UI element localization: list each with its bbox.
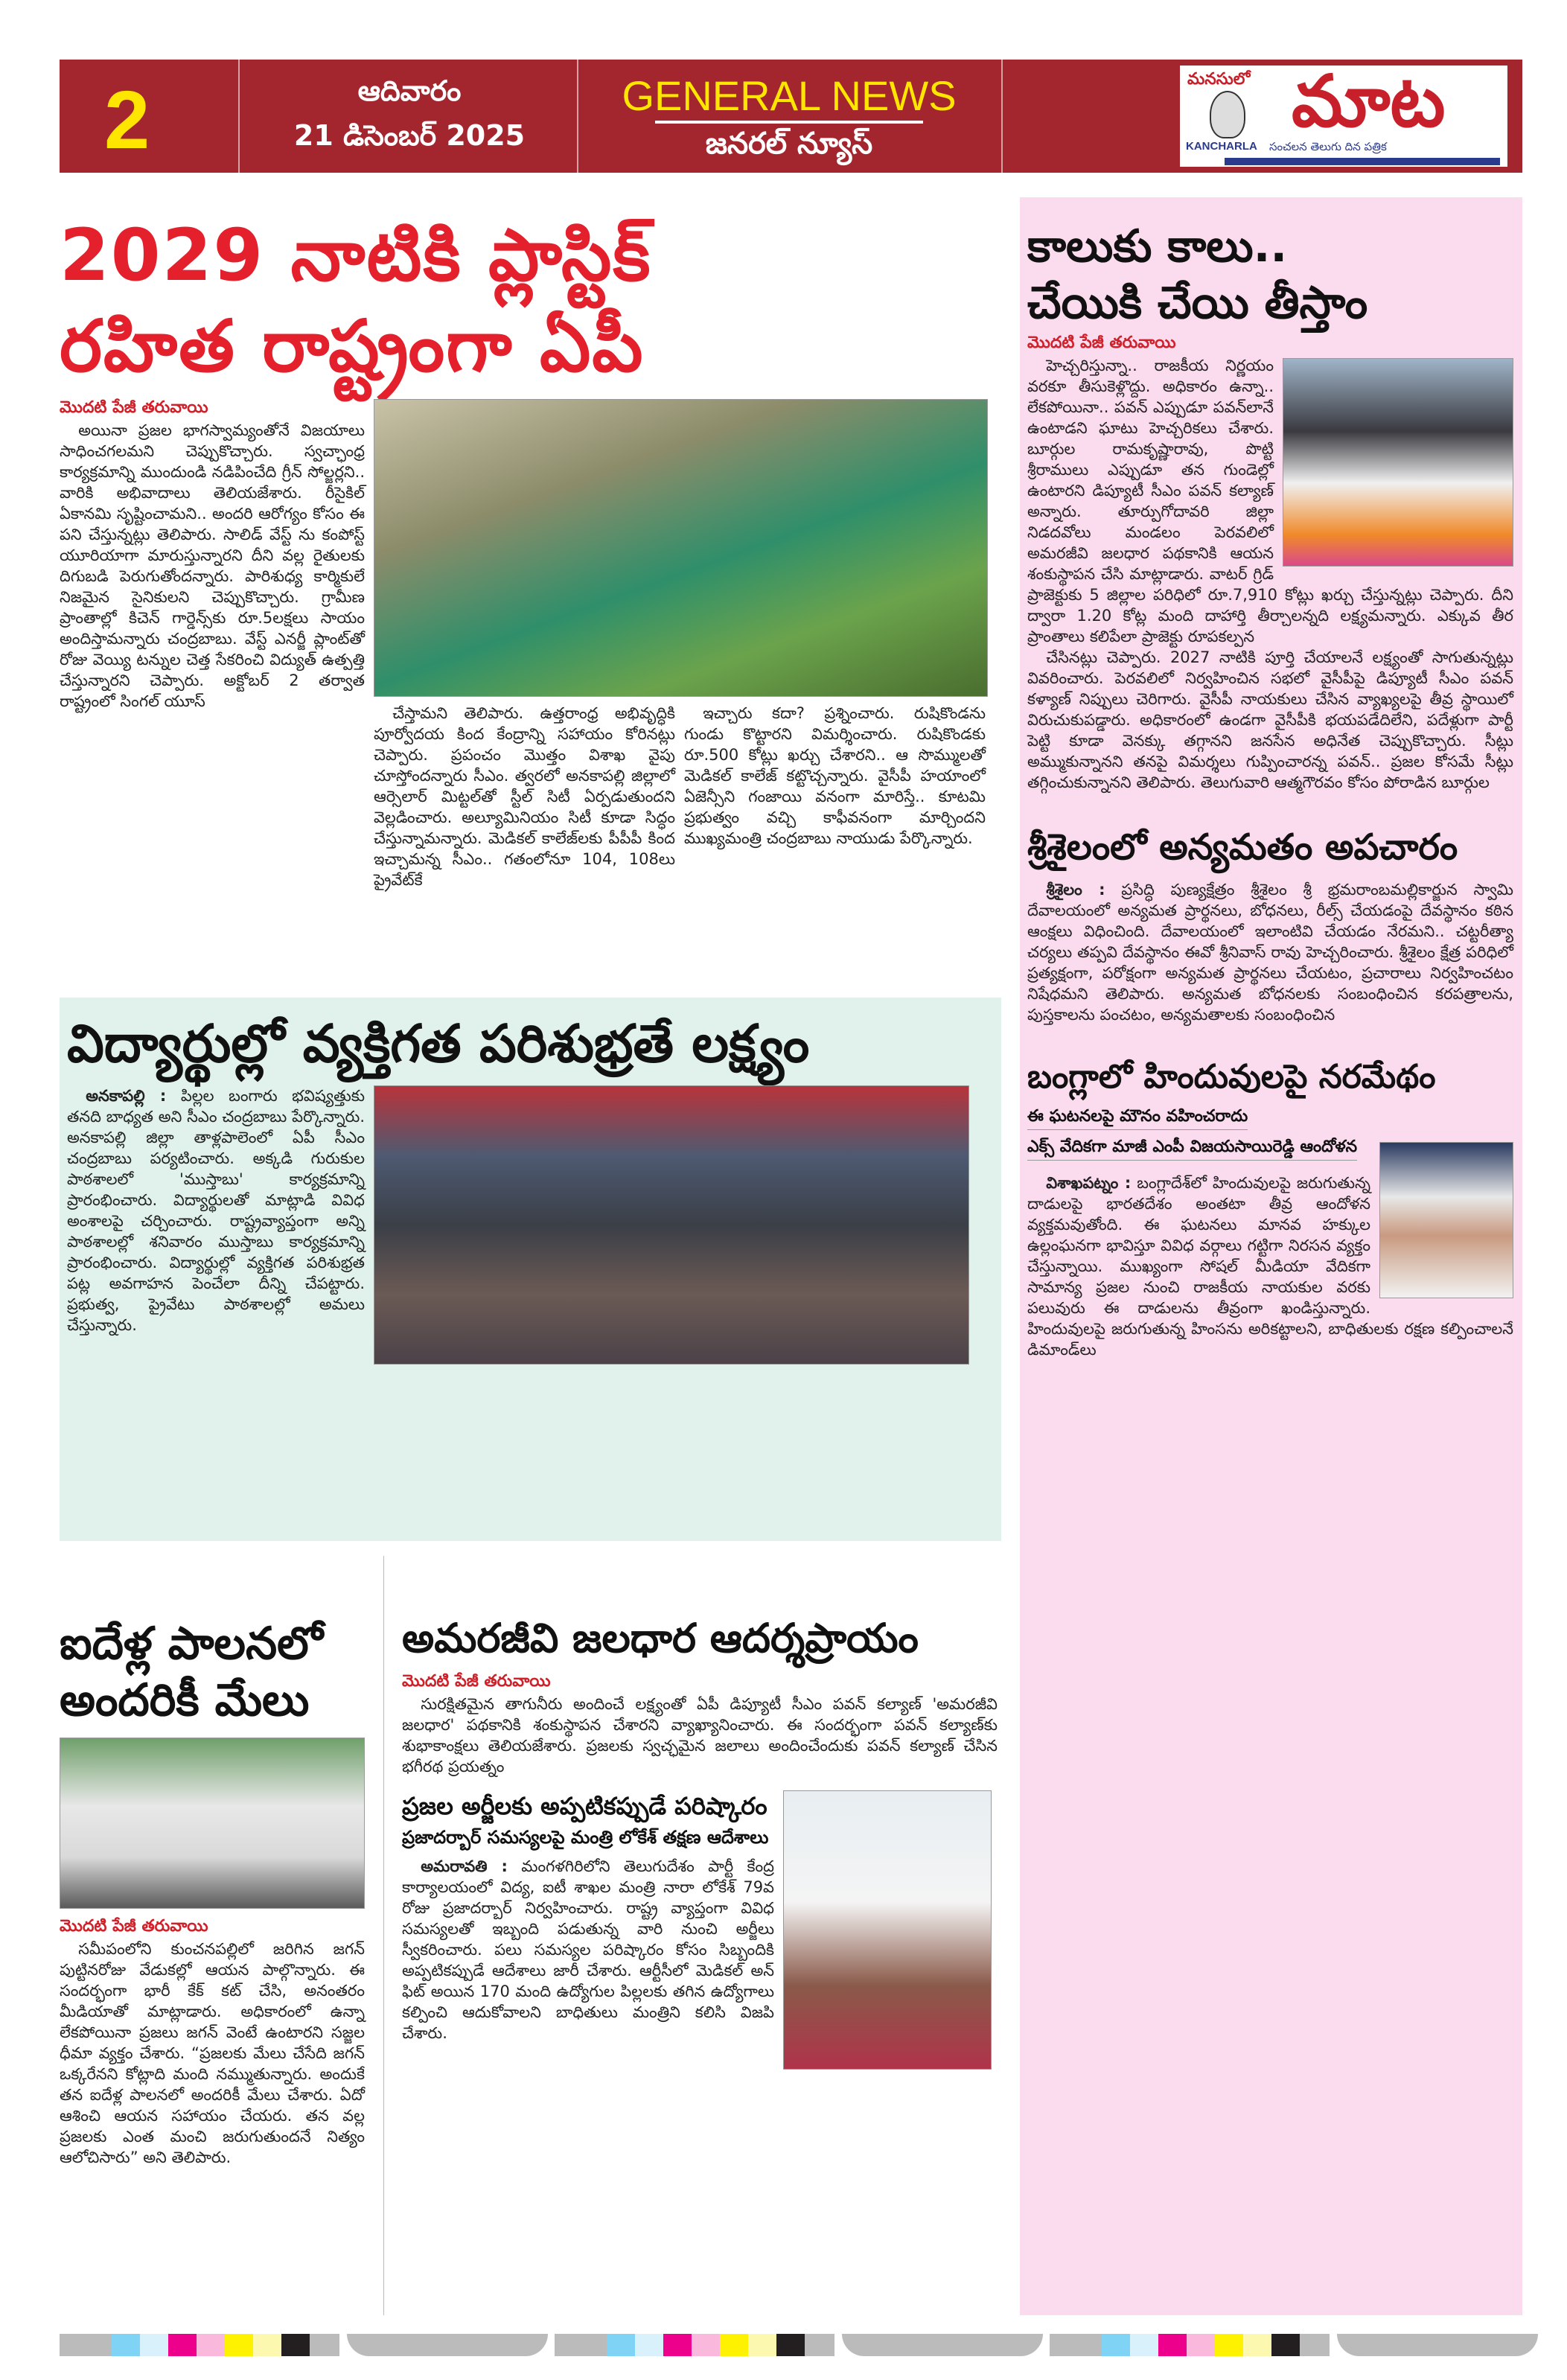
jagan-story xyxy=(60,1615,365,2168)
lead-col1 xyxy=(60,420,365,712)
lokesh-headline: ప్రజల అర్జీలకు అప్పటికప్పుడే పరిష్కారం xyxy=(402,1792,767,1820)
color-swatch xyxy=(1300,2334,1330,2356)
srisailam-headline: శ్రీశైలంలో అన్యమతం అపచారం xyxy=(1027,826,1458,868)
pawan-kalyan-photo xyxy=(1283,358,1513,567)
color-swatch xyxy=(60,2334,112,2356)
issue-date: 21 డిసెంబర్ 2025 xyxy=(293,119,526,152)
students-body xyxy=(67,1085,365,1336)
logo-bar xyxy=(1225,158,1500,165)
jaladhara-byline: మొదటి పేజీ తరువాయి xyxy=(402,1672,551,1691)
lead-col3 xyxy=(684,703,986,849)
header-divider xyxy=(1001,60,1003,173)
paragraph: ప్రసిద్ధి పుణ్యక్షేత్రం శ్రీశైలం శ్రీ భ్రమరాంబమల్లికార్జున స్వామి దేవాలయంలో అన్యమత ప్రార్థనలు, బోధనలు, రీల్స్ చేయడంపై దేవస్థానం కఠిన ఆంక్షలు విధించింది. దేవాలయంలో ఇలాంటివి చేయడం నేరమని.. చట్టరీత్యా చర్యలు తప్పవి దేవస్థానం ఈవో శ్రీనివాస్ రావు హెచ్చరించారు. శ్రీశైలం క్షేత్ర పరిధిలో ప్రత్యక్షంగా, పరోక్షంగా అన్యమత ప్రార్థనలు చేయటం, ప్రచారాలు నిర్వహించటం నిషేధమని తెలిపారు. అన్యమత బోధనలకు సంబంధించిన కరపత్రాలను, పుస్తకాలను పంచటం, అన్యమతాలకు సంబంధించిన xyxy=(1027,881,1513,1024)
paragraph: పిల్లల బంగారు భవిష్యత్తుకు తనది బాధ్యత అని సీఎం చంద్రబాబు పేర్కొన్నారు. అనకాపల్లి జిల్లా తాళ్లపాలెంలో ఏపీ సీఎం చంద్రబాబు పర్యటించారు. అక్కడి గురుకుల పాఠశాలలో 'ముస్తాబు' కార్యక్రమాన్ని ప్రారంభించారు. విద్యార్థులతో మాట్లాడి వివిధ అంశాలపై చర్చించారు. రాష్ట్రవ్యాప్తంగా అన్ని పాఠశాలల్లో శనివారం ముస్తాబు కార్యక్రమాన్ని ప్రారంభించారు. విద్యార్థుల్లో వ్యక్తిగత పరిశుభ్రత పట్ల అవగాహన పెంచేలా దీన్ని చేపట్టారు. ప్రభుత్వ, ప్రైవేటు పాఠశాలల్లో అమలు చేస్తున్నారు. xyxy=(67,1087,365,1334)
srisailam-body xyxy=(1027,879,1513,1025)
pawan-body-bottom xyxy=(1027,647,1513,793)
jaladhara-headline: అమరజీవి జలధార ఆదర్శప్రాయం xyxy=(402,1615,919,1662)
color-swatch xyxy=(720,2334,748,2356)
color-swatch xyxy=(805,2334,834,2356)
paragraph: చేసినట్లు చెప్పారు. 2027 నాటికి పూర్తి చేయాలనే లక్ష్యంతో సాగుతున్నట్లు వివరించారు. పెరవలిలో నిర్వహించిన సభలో వైసీపీపై డిప్యూటీ సీఎం పవన్ కళ్యాణ్ నిప్పులు చెరిగారు. వైసీపీ నాయకులు చేసిన వ్యాఖ్యలపై తీవ్ర స్థాయిలో విరుచుకుపడ్డారు. అధికారంలో ఉండగా వైసీపీకి భయపడేదిలేని, పదేళ్లుగా పార్టీ పెట్టి కూడా వెనక్కు తగ్గానని జనసేన అధినేత చెప్పుకొచ్చారు. సీట్లు అమ్ముకున్నానని తనపై విమర్శలు గుప్పించారన్న పవన్.. ప్రజల కోసమే సీట్లు తగ్గించుకున్నానని తెలిపారు. తెలుగువారి ఆత్మగౌరవం కోసం పోరాడిన బూర్గుల xyxy=(1027,648,1513,791)
color-swatch xyxy=(310,2334,339,2356)
pawan-byline: మొదటి పేజీ తరువాయి xyxy=(1027,334,1176,352)
color-swatch xyxy=(197,2334,225,2356)
pawan-headline-line1: కాలుకు కాలు.. xyxy=(1027,220,1288,272)
color-swatch xyxy=(555,2334,607,2356)
issue-day: ఆదివారం xyxy=(357,74,462,107)
color-swatch xyxy=(692,2334,720,2356)
paragraph: సురక్షితమైన తాగునీరు అందించే లక్ష్యంతో ఏపీ డిప్యూటీ సీఎం పవన్ కల్యాణ్ 'అమరజీవి జలధార' పథకానికి శంకుస్థాపన చేశారని వ్యాఖ్యానించారు. ఈ సందర్భంగా పవన్ కల్యాణ్‌కు శుభాకాంక్షలు తెలియజేశారు. ప్రజలకు స్వచ్ఛమైన జలాలు అందించేందుకు పవన్ కల్యాణ్ చేసిన భగీరథ ప్రయత్నం xyxy=(402,1695,998,1776)
paragraph: చేస్తామని తెలిపారు. ఉత్తరాంధ్ర అభివృద్ధికి పూర్వోదయ కింద కేంద్రాన్ని సహాయం కోరినట్లు చెప్పారు. ప్రపంచం మొత్తం విశాఖ వైపు చూస్తోందన్నారు సీఎం. త్వరలో అనకాపల్లి జిల్లాలో ఆర్సెలార్ మిట్టల్‌తో స్టీల్ సిటీ ఏర్పడుతుందని వెల్లడించారు. అల్యూమినియం సిటీ కూడా సిద్ధం చేస్తున్నామన్నారు. మెడికల్ కాలేజ్‌లకు పీపీపీ కింద ఇచ్చామన్న సీఎం.. గతంలోనూ 104, 108లు ప్రైవేట్‌కే xyxy=(374,704,675,889)
color-swatch xyxy=(281,2334,310,2356)
color-swatch xyxy=(225,2334,253,2356)
color-swatch xyxy=(1158,2334,1187,2356)
column-rule xyxy=(383,1556,384,2315)
logo-name: మాట xyxy=(1292,60,1446,143)
newspaper-logo xyxy=(1180,60,1507,167)
jagan-headline xyxy=(60,1615,365,1729)
color-swatch xyxy=(1130,2334,1158,2356)
jagan-body xyxy=(60,1939,365,2168)
section-title-te: జనరల్ న్యూస్ xyxy=(705,127,873,161)
color-swatch xyxy=(1271,2334,1300,2356)
logo-prefix: మనసులో xyxy=(1187,70,1251,89)
jaladhara-body xyxy=(402,1694,998,1777)
color-swatch xyxy=(1050,2334,1102,2356)
bangla-headline: బంగ్లాలో హిందువులపై నరమేథం xyxy=(1027,1058,1436,1096)
birthday-event-photo xyxy=(60,1738,365,1909)
minister-meeting-citizens-photo xyxy=(783,1790,992,2070)
color-swatch xyxy=(112,2334,140,2356)
header-divider xyxy=(577,60,578,173)
jagan-headline-line2: అందరికీ మేలు xyxy=(60,1674,310,1726)
pawan-headline xyxy=(1027,218,1513,331)
logo-tagline: సంచలన తెలుగు దిన పత్రిక xyxy=(1269,140,1387,153)
color-swatch xyxy=(253,2334,281,2356)
lead-headline xyxy=(60,210,1001,392)
founder-portrait-icon xyxy=(1210,91,1245,138)
paragraph: మంగళగిరిలోని తెలుగుదేశం పార్టీ కేంద్ర కార్యాలయంలో విద్య, ఐటీ శాఖల మంత్రి నారా లోకేశ్ 79వ రోజు ప్రజాదర్బార్ నిర్వహించారు. రాష్ట్ర వ్యాప్తంగా వివిధ సమస్యలతో ఇబ్బంది పడుతున్న వారి నుంచి అర్జీలు స్వీకరించారు. పలు సమస్యల పరిష్కారం కోసం సిబ్బందికి అప్పటికప్పుడే ఆదేశాలు జారీ చేశారు. ఆర్టీసీలో మెడికల్ అన్ ఫిట్ అయిన 170 మంది ఉద్యోగుల పిల్లలకు తగిన ఉద్యోగాలు కల్పించి ఆదుకోవాలని బాధితులు మంత్రిని కలిసి విజపి చేశారు. xyxy=(402,1857,774,2042)
color-swatch xyxy=(663,2334,692,2356)
right-column-box xyxy=(1020,197,1522,2315)
masthead-band xyxy=(60,60,1522,173)
dateline: శ్రీశైలం : xyxy=(1046,881,1105,899)
paragraph: బంగ్లాదేశ్‌లో హిందువులపై జరుగుతున్న దాడులపై భారతదేశం అంతటా తీవ్ర ఆందోళన వ్యక్తమవుతోంది. ఈ ఘటనలు మానవ హక్కుల ఉల్లంఘనగా భావిస్తూ వివిధ వర్గాలు గట్టిగా నిరసన వ్యక్తం చేస్తున్నాయి. ముఖ్యంగా సోషల్ మీడియా వేదికగా సామాన్య ప్రజల నుంచి రాజకీయ నాయకుల వరకు పలువురు ఈ దాడులను తీవ్రంగా ఖండిస్తున్నారు. హిందువులపై జరుగుతున్న హింసను అరికట్టాలని, బాధితులకు రక్షణ కల్పించాలనే డిమాండ్‌లు xyxy=(1027,1174,1513,1359)
color-swatch xyxy=(776,2334,805,2356)
color-swatch xyxy=(607,2334,635,2356)
lead-col2 xyxy=(374,703,675,890)
dateline: అనకాపల్లి : xyxy=(86,1087,167,1105)
middle-stories xyxy=(402,1612,998,2070)
color-swatch xyxy=(1215,2334,1243,2356)
jagan-byline: మొదటి పేజీ తరువాయి xyxy=(60,1917,208,1936)
section-title-en: GENERAL NEWS xyxy=(622,72,957,119)
students-gathering-photo xyxy=(374,1085,969,1365)
color-swatch xyxy=(1102,2334,1130,2356)
paragraph: అయినా ప్రజల భాగస్వామ్యంతోనే విజయాలు సాధించగలమని చెప్పుకొచ్చారు. స్వచ్ఛాంధ్ర కార్యక్రమాన్ని ముందుండి నడిపించేది గ్రీన్ సోల్జర్లని.. వారికి అభివాదాలు తెలియజేశారు. రీసైకిల్ ఏకానమి సృష్టించామని.. అందరి ఆరోగ్యం కోసం ఈ పని చేస్తున్నట్లు తెలిపారు. సాలిడ్ వేస్ట్ ను కంపోస్ట్ యూరియాగా మారుస్తున్నారని దీని వల్ల రైతులకు దిగుబడి పెరుగుతోందన్నారు. పారిశుధ్య కార్మికులే నిజమైన సైనికులని చెప్పుకొచ్చారు. గ్రామీణ ప్రాంతాల్లో కిచెన్ గార్డెన్స్‌కు రూ.5లక్షలు సాయం అందిస్తామన్నారు చంద్రబాబు. వేస్ట్ ఎనర్జీ ప్లాంట్‌తో రోజు వెయ్యి టన్నుల చెత్త సేకరించి విద్యుత్ ఉత్పత్తి చేస్తున్నారని చెప్పారు. అక్టోబర్ 2 తర్వాత రాష్ట్రంలో సింగల్ యూస్ xyxy=(60,421,365,710)
students-story-box xyxy=(60,998,1001,1541)
logo-brand: KANCHARLA xyxy=(1186,140,1257,153)
print-color-registration-bar xyxy=(60,2334,1522,2356)
lead-byline: మొదటి పేజీ తరువాయి xyxy=(60,398,208,417)
paragraph: సమీపంలోని కుంచనపల్లిలో జరిగిన జగన్ పుట్టినరోజు వేడుకల్లో ఆయన పాల్గొన్నారు. ఈ సందర్భంగా భారీ కేక్ కట్ చేసి, అనంతరం మీడియాతో మాట్లాడారు. అధికారంలో ఉన్నా లేకపోయినా ప్రజలు జగన్ వెంటే ఉంటారని సజ్జల ధీమా వ్యక్తం చేశారు. “ప్రజలకు మేలు చేసేది జగన్ ఒక్కరేనని కోట్లాది మంది నమ్ముతున్నారు. అందుకే తన ఐదేళ్ల పాలనలో అందరికీ మేలు చేశారు. ఏదో ఆశించి ఆయన సహాయం చేయరు. తన వల్ల ప్రజలకు ఎంత మంచి జరుగుతుందనే నిత్యం ఆలోచిసారు” అని తెలిపారు. xyxy=(60,1940,365,2166)
dateline: విశాఖపట్నం : xyxy=(1046,1174,1132,1192)
gray-tab xyxy=(842,2334,1043,2356)
color-swatch xyxy=(168,2334,197,2356)
lead-story xyxy=(60,210,1001,890)
gray-tab xyxy=(347,2334,548,2356)
color-swatch xyxy=(1187,2334,1215,2356)
color-swatch xyxy=(635,2334,663,2356)
gray-tab xyxy=(1337,2334,1538,2356)
lokesh-body xyxy=(402,1856,774,2044)
section-divider xyxy=(655,121,923,124)
bangla-subheadline1: ఈ ఘటనలపై మౌనం వహించరాదు xyxy=(1027,1104,1248,1130)
pawan-headline-line2: చేయికి చేయి తీస్తాం xyxy=(1027,277,1368,329)
color-swatch xyxy=(748,2334,776,2356)
cm-with-sanitation-workers-photo xyxy=(374,399,988,697)
header-divider xyxy=(238,60,240,173)
paragraph: ఇచ్చారు కదా? ప్రశ్నించారు. రుషికొండను గుండు కొట్టారని విమర్శించారు. రుషికొండకు రూ.500 కోట్లు ఖర్చు చేశారని.. ఆ సొమ్ములతో మెడికల్ కాలేజ్ కట్టొచ్చన్నారు. వైసీపీ హయాంలో ఏజెన్సీని గంజాయి వనంగా మారిస్తే.. కూటమి ప్రభుత్వం వచ్చి కాఫీవనంగా మార్చిందని ముఖ్యమంత్రి చంద్రబాబు నాయుడు పేర్కొన్నారు. xyxy=(684,704,986,847)
jagan-headline-line1: ఐదేళ్ల పాలనలో xyxy=(60,1618,323,1670)
color-swatch xyxy=(140,2334,168,2356)
page-number: 2 xyxy=(104,74,150,166)
students-headline: విద్యార్థుల్లో వ్యక్తిగత పరిశుభ్రతే లక్ష్యం xyxy=(67,1013,810,1074)
dateline: అమరావతి : xyxy=(421,1857,508,1875)
lead-headline-line2: రహిత రాష్ట్రంగా ఏపీ xyxy=(60,304,645,388)
paragraph: హెచ్చరిస్తున్నా.. రాజకీయ నిర్ణయం వరకూ తీసుకెళ్లొద్దు. అధికారం ఉన్నా.. లేకపోయినా.. పవన్ ఎప్పుడూ పవన్‌లానే ఉంటాడని ఘాటు హెచ్చరికలు చేశారు. బూర్గుల రామకృష్ణారావు, పొట్టి శ్రీరాములు ఎప్పుడూ తన గుండెల్లో ఉంటారని డిప్యూటీ సీఎం పవన్ కల్యాణ్ అన్నారు. తూర్పుగోదావరి జిల్లా నిడదవోలు మండలం పెరవలిలో అమరజీవి జలధార పథకానికి ఆయన శంకుస్థాపన చేసి మాట్లాడారు. వాటర్ గ్రిడ్ ప్రాజెక్టుకు 5 జిల్లాల పరిధిలో రూ.7,910 కోట్లు ఖర్చు చేస్తున్నట్లు చెప్పారు. దీని ద్వారా 1.20 కోట్ల మంది దాహార్తి తీర్చాలన్నది లక్ష్యమన్నారు. ఎక్కువ తీర ప్రాంతాలు కలిపేలా ప్రాజెక్టు రూపకల్పన xyxy=(1027,357,1513,645)
lokesh-subheadline: ప్రజాదర్బార్ సమస్యలపై మంత్రి లోకేశ్ తక్షణ ఆదేశాలు xyxy=(402,1827,769,1848)
lead-headline-line1: 2029 నాటికి ప్లాస్టిక్ xyxy=(60,214,652,297)
bangla-subheadline2: ఎక్స్ వేదికగా మాజీ ఎంపీ విజయసాయిరెడ్డి ఆందోళన xyxy=(1027,1135,1357,1161)
color-swatch xyxy=(1243,2334,1271,2356)
vijayasai-reddy-photo xyxy=(1379,1142,1513,1298)
